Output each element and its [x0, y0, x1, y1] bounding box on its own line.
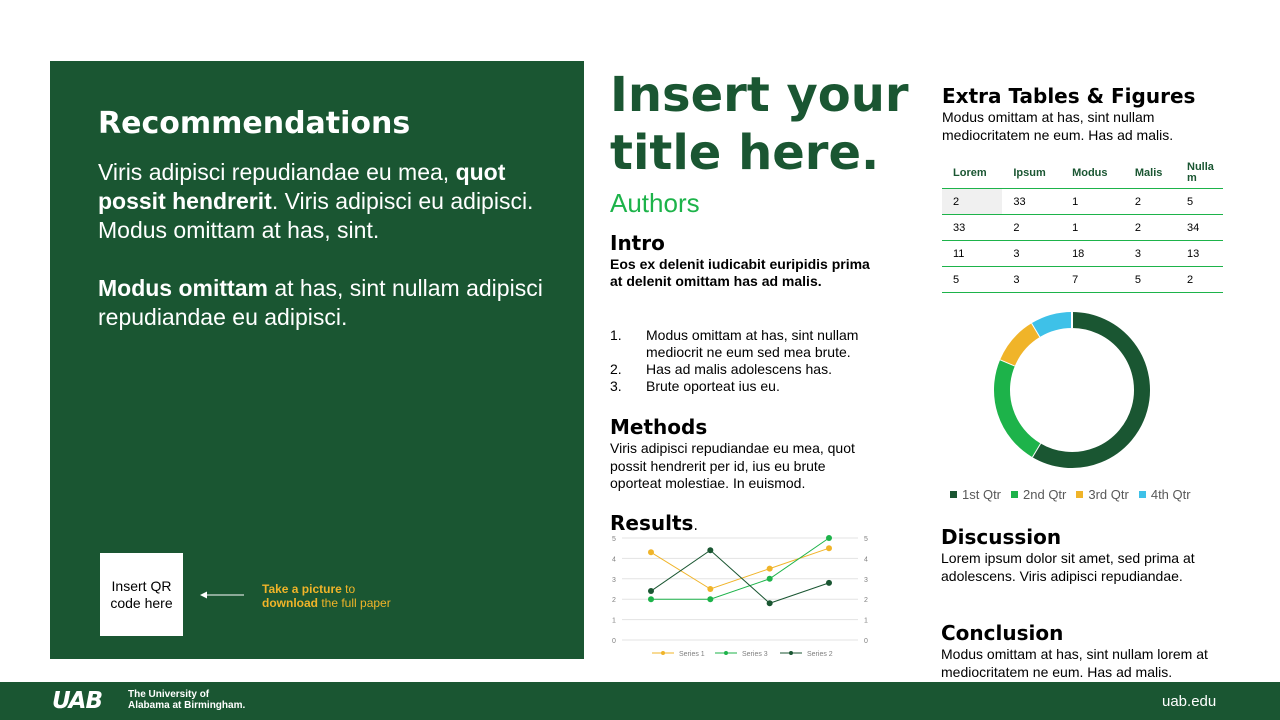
- legend-label: 1st Qtr: [962, 487, 1002, 502]
- legend-label: Series 1: [679, 651, 705, 658]
- table-cell: 5: [1176, 189, 1223, 215]
- discussion-body: Lorem ipsum dolor sit amet, sed prima at adolescens. Viris adipisci repudiandae.: [941, 550, 1195, 584]
- legend-label: 2nd Qtr: [1023, 487, 1067, 502]
- uab-subtitle-line: Alabama at Birmingham.: [128, 700, 246, 711]
- table-header: Lorem: [942, 157, 1002, 189]
- table-cell: 5: [942, 267, 1002, 293]
- legend-marker: [789, 651, 793, 655]
- table-cell: 2: [1124, 215, 1176, 241]
- conclusion-body: Modus omittam at has, sint nullam lorem at mediocritatem ne eum. Has ad malis.: [941, 646, 1208, 680]
- legend-item: [950, 487, 1001, 502]
- table-cell: 2: [1124, 189, 1176, 215]
- uab-subtitle-line: The University of: [128, 689, 210, 700]
- table-cell: 34: [1176, 215, 1223, 241]
- authors: Authors: [610, 188, 700, 218]
- y-tick-label: 0: [612, 638, 616, 645]
- recommendations-heading: Recommendations: [98, 106, 411, 141]
- table-cell: 13: [1176, 241, 1223, 267]
- legend-swatch: [950, 491, 957, 498]
- data-point: [648, 549, 654, 555]
- table-cell: 3: [1002, 241, 1061, 267]
- list-text: Brute oporteat ius eu.: [646, 378, 780, 394]
- download-bold: download: [262, 596, 318, 610]
- recommendations-paragraph-2: [98, 274, 548, 332]
- uab-logo[interactable]: UAB: [52, 688, 102, 714]
- list-item: [610, 361, 890, 378]
- table-cell: 18: [1061, 241, 1124, 267]
- legend-label: Series 3: [742, 651, 768, 658]
- legend-label: 4th Qtr: [1150, 487, 1191, 502]
- data-point: [826, 545, 832, 551]
- take-picture-bold: Take a picture: [262, 582, 342, 596]
- y-tick-label: 1: [612, 617, 616, 625]
- data-table: [942, 157, 1223, 293]
- results-line-chart: [610, 530, 872, 664]
- data-point: [707, 547, 713, 553]
- methods-heading: Methods: [610, 415, 708, 439]
- table-cell: 1: [1061, 189, 1124, 215]
- list-number: 2.: [610, 361, 622, 377]
- quarterly-donut-chart: [990, 308, 1154, 472]
- intro-bold-text: Eos ex delenit iudicabit euripidis prima at delenit omittam has ad malis.: [610, 256, 870, 289]
- donut-legend: [950, 487, 1201, 502]
- table-cell: 2: [1176, 267, 1223, 293]
- y-tick-label: 3: [612, 576, 616, 584]
- take-picture-caption: [262, 582, 391, 610]
- arrow-left-icon: [200, 589, 246, 601]
- intro-list: [610, 327, 890, 395]
- take-picture-text: to: [341, 582, 356, 596]
- y2-tick-label: 0: [864, 638, 868, 645]
- legend-item: [1011, 487, 1066, 502]
- series-line: [651, 548, 829, 589]
- legend-label: 3rd Qtr: [1088, 487, 1129, 502]
- intro-heading: Intro: [610, 231, 665, 255]
- results-heading-dot: .: [693, 518, 698, 534]
- table-cell: 11: [942, 241, 1002, 267]
- legend-marker: [661, 651, 665, 655]
- table-header: Malis: [1124, 157, 1176, 189]
- donut-slice: [1002, 362, 1036, 450]
- list-number: 1.: [610, 327, 622, 343]
- rec-text: . Viris adipisci eu adipisci. Modus omittam at has, sint.: [98, 188, 534, 243]
- recommendations-body: [98, 158, 548, 332]
- uab-logo-subtitle: [128, 689, 245, 711]
- list-text: Modus omittam at has, sint nullam mediocrit ne eum sed mea brute.: [646, 327, 859, 360]
- list-number: 3.: [610, 378, 622, 394]
- table-row: [942, 267, 1223, 293]
- legend-swatch: [1011, 491, 1018, 498]
- data-point: [707, 586, 713, 592]
- legend-item: [1076, 487, 1128, 502]
- legend-item: [1139, 487, 1191, 502]
- y2-tick-label: 2: [864, 597, 868, 605]
- data-point: [648, 596, 654, 602]
- table-header: Modus: [1061, 157, 1124, 189]
- table-row: [942, 215, 1223, 241]
- extra-body: Modus omittam at has, sint nullam mediocritatem ne eum. Has ad malis.: [942, 109, 1174, 143]
- table-header: Ipsum: [1002, 157, 1061, 189]
- table-cell: 1: [1061, 215, 1124, 241]
- footer-url-link[interactable]: uab.edu: [1162, 693, 1217, 710]
- table-row: [942, 189, 1223, 215]
- legend-marker: [724, 651, 728, 655]
- y2-tick-label: 5: [864, 536, 868, 543]
- qr-code-placeholder[interactable]: [100, 553, 183, 636]
- legend-label: Series 2: [807, 651, 833, 658]
- y-tick-label: 5: [612, 536, 616, 543]
- table-header: Nulla m: [1176, 157, 1223, 189]
- rec-text: Viris adipisci repudiandae eu mea,: [98, 159, 456, 185]
- list-item: [610, 378, 890, 395]
- donut-slice: [1008, 330, 1036, 363]
- y2-tick-label: 1: [864, 617, 868, 625]
- table-cell: 3: [1124, 241, 1176, 267]
- data-point: [826, 580, 832, 586]
- y-tick-label: 2: [612, 597, 616, 605]
- results-heading-text: Results: [610, 511, 694, 535]
- data-point: [767, 600, 773, 606]
- list-text: Has ad malis adolescens has.: [646, 361, 832, 377]
- discussion-heading: Discussion: [941, 525, 1062, 549]
- legend-swatch: [1139, 491, 1146, 498]
- table-header-row: [942, 157, 1223, 189]
- poster-title: Insert your title here.: [610, 67, 909, 181]
- data-point: [767, 566, 773, 572]
- methods-body: Viris adipisci repudiandae eu mea, quot possit hendrerit per id, ius eu brute oporteat molestiae. In euismod.: [610, 440, 855, 491]
- data-point: [826, 535, 832, 541]
- table-cell: 33: [1002, 189, 1061, 215]
- data-point: [648, 588, 654, 594]
- list-item: [610, 327, 890, 361]
- table-cell: 33: [942, 215, 1002, 241]
- qr-placeholder-text: Insert QR code here: [110, 577, 173, 611]
- donut-slice: [1036, 320, 1142, 460]
- y2-tick-label: 4: [864, 556, 868, 564]
- donut-slice: [1036, 320, 1072, 330]
- table-cell: 2: [942, 189, 1002, 215]
- take-picture-text: the full paper: [318, 596, 391, 610]
- rec-bold-text: Modus omittam: [98, 275, 268, 301]
- table-cell: 7: [1061, 267, 1124, 293]
- extra-heading: Extra Tables & Figures: [942, 84, 1196, 108]
- recommendations-paragraph-1: [98, 158, 548, 245]
- data-point: [767, 576, 773, 582]
- conclusion-heading: Conclusion: [941, 621, 1064, 645]
- y-tick-label: 4: [612, 556, 616, 564]
- data-point: [707, 596, 713, 602]
- table-row: [942, 241, 1223, 267]
- table-cell: 3: [1002, 267, 1061, 293]
- y2-tick-label: 3: [864, 576, 868, 584]
- rec-bold-text: quot possit hendrerit: [98, 159, 506, 214]
- table-cell: 2: [1002, 215, 1061, 241]
- legend-swatch: [1076, 491, 1083, 498]
- rec-text: at has, sint nullam adipisci repudiandae eu adipisci.: [98, 275, 543, 330]
- table-cell: 5: [1124, 267, 1176, 293]
